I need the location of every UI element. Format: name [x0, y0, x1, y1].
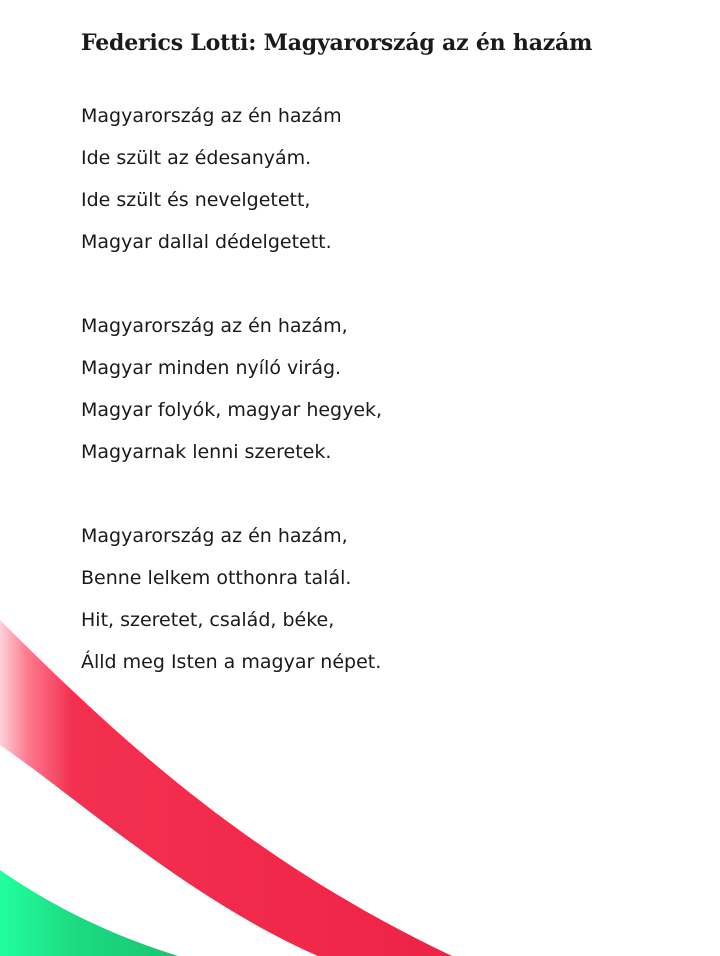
poem-line: Hit, szeretet, család, béke,: [81, 609, 335, 631]
stanza-3: [81, 523, 382, 691]
poem-line: Álld meg Isten a magyar népet.: [81, 651, 382, 673]
poem-line: Magyar minden nyíló virág.: [81, 357, 342, 379]
poem-line: Magyarország az én hazám,: [81, 315, 348, 337]
stanza-1: [81, 103, 382, 271]
poem-line: Magyar dallal dédelgetett.: [81, 231, 332, 253]
poem-line: Ide szült az édesanyám.: [81, 147, 312, 169]
poem-line: Magyar folyók, magyar hegyek,: [81, 399, 383, 421]
poem-title: Federics Lotti: Magyarország az én hazám: [81, 30, 593, 56]
stanza-2: [81, 313, 382, 481]
poem-line: Benne lelkem otthonra talál.: [81, 567, 352, 589]
poem-line: Ide szült és nevelgetett,: [81, 189, 311, 211]
ribbon-green-band: [0, 870, 178, 956]
poem-body: [81, 103, 382, 733]
poem-line: Magyarnak lenni szeretek.: [81, 441, 332, 463]
poem-line: Magyarország az én hazám,: [81, 525, 348, 547]
poem-line: Magyarország az én hazám: [81, 105, 342, 127]
